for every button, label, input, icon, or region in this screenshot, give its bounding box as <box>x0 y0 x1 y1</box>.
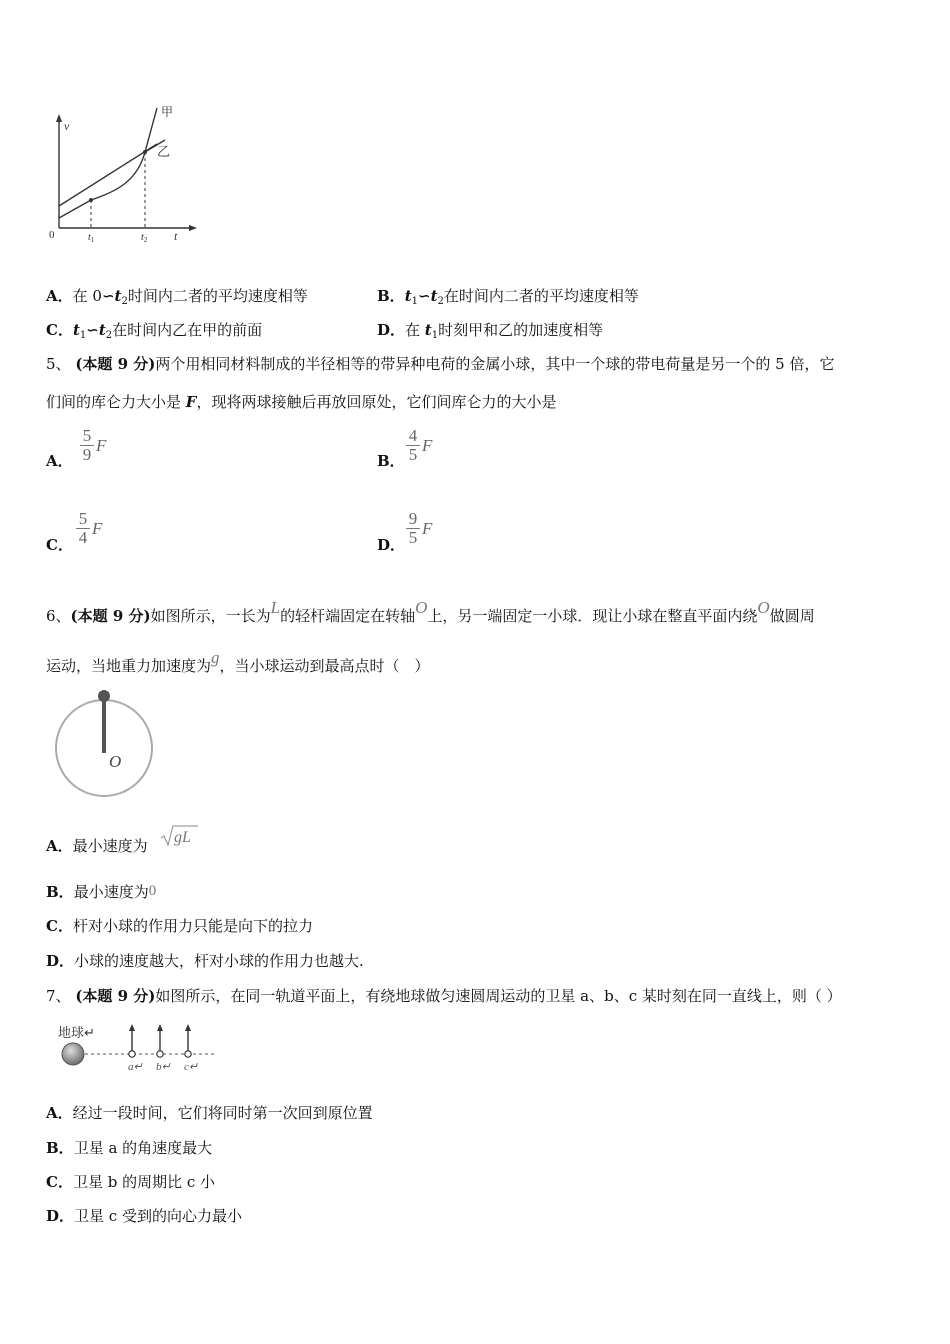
satellite-b-label: b↵ <box>156 1061 171 1073</box>
option-label: C． <box>46 536 73 554</box>
intersection-1 <box>89 198 93 202</box>
q5-option-d[interactable] <box>377 535 405 555</box>
q5-option-c[interactable] <box>46 535 73 555</box>
q7-option-b[interactable]: B．卫星 a 的角速度最大 <box>46 1139 213 1157</box>
q4-option-c[interactable]: C．$t_1∽t_2$在时间内乙在甲的前面 <box>46 321 263 341</box>
q5-option-c-fraction: 5 4 F <box>76 510 90 547</box>
rod-circle-figure <box>50 686 160 804</box>
option-label: B． <box>46 883 74 901</box>
satellite-c <box>185 1024 191 1057</box>
q7-option-d[interactable]: D．卫星 c 受到的向心力最小 <box>46 1207 242 1225</box>
intersection-2 <box>143 150 147 154</box>
option-label: B． <box>377 287 405 305</box>
ball <box>98 690 110 702</box>
satellite-b <box>157 1024 163 1057</box>
q4-option-b[interactable]: B．$t_1∽t_2$在时间内二者的平均速度相等 <box>377 287 639 307</box>
earth-icon <box>62 1043 84 1065</box>
option-label: C． <box>46 1173 73 1191</box>
t-axis-label: t <box>174 229 178 243</box>
velocity-time-graph <box>45 100 205 250</box>
q7-option-a[interactable]: A．经过一段时间，它们将同时第一次回到原位置 <box>46 1104 373 1122</box>
option-label: C． <box>46 917 73 935</box>
q6-option-c[interactable]: C．杆对小球的作用力只能是向下的拉力 <box>46 917 313 935</box>
satellite-a-label: a↵ <box>128 1061 143 1073</box>
q5-option-a-fraction: 5 9 F <box>80 427 94 464</box>
curve-jia <box>59 108 157 218</box>
q6-option-d[interactable]: D．小球的速度越大，杆对小球的作用力也越大. <box>46 952 364 970</box>
jia-label: 甲 <box>161 105 174 119</box>
earth-label: 地球↵ <box>58 1026 95 1041</box>
option-label: D． <box>46 1207 75 1225</box>
option-label: B． <box>46 1139 74 1157</box>
q6-stem-line2: 运动，当地重力加速度为g，当小球运动到最高点时（ ） <box>46 648 430 675</box>
q6-stem-line1: 6、(本题 9 分)如图所示，一长为L的轻杆端固定在转轴O上，另一端固定一小球．现让小球在整直平面内绕O做圆周 <box>46 598 815 625</box>
q5-option-b[interactable] <box>377 451 405 471</box>
yi-label: 乙 <box>157 145 171 160</box>
q4-option-a[interactable]: A．在 $0∽t_2$时间内二者的平均速度相等 <box>46 287 308 307</box>
question-score: (本题 9 分) <box>75 987 156 1005</box>
q4-option-d[interactable]: D．在 $t_1$时刻甲和乙的加速度相等 <box>377 321 604 341</box>
q5-stem-line2: 们间的库仑力大小是 F，现将两球接触后再放回原处，它们间库仑力的大小是 <box>46 393 557 411</box>
satellite-a <box>129 1024 135 1057</box>
satellite-c-label: c↵ <box>184 1061 199 1073</box>
pivot-label: O <box>109 752 122 771</box>
sqrt-gl-expression <box>160 824 200 848</box>
option-label: A． <box>46 452 73 470</box>
q5-option-b-fraction: 4 5 F <box>406 427 420 464</box>
option-label: C． <box>46 321 73 339</box>
question-number: 6、 <box>46 607 71 625</box>
svg-text:gL: gL <box>174 829 191 846</box>
q5-stem-line1: 5、 (本题 9 分)两个用相同材料制成的半径相等的带异种电荷的金属小球，其中一个球的带电荷量是另一个的 5 倍，它 <box>46 355 835 373</box>
t-axis-arrow <box>189 225 197 231</box>
option-label: B． <box>377 452 405 470</box>
question-score: (本题 9 分) <box>75 355 156 373</box>
option-label: A． <box>46 287 73 305</box>
option-label: D． <box>377 536 406 554</box>
t2-label: $t_2$ <box>141 232 148 244</box>
option-label: A． <box>46 837 73 855</box>
q5-option-d-fraction: 9 5 F <box>406 510 420 547</box>
option-label: D． <box>46 952 75 970</box>
q7-option-c[interactable]: C．卫星 b 的周期比 c 小 <box>46 1173 216 1191</box>
q5-option-a[interactable] <box>46 451 73 471</box>
question-number: 7、 <box>46 987 71 1005</box>
v-axis-arrow <box>56 114 62 122</box>
question-score: (本题 9 分) <box>70 607 151 625</box>
option-label: A． <box>46 1104 73 1122</box>
q7-stem: 7、 (本题 9 分)如图所示，在同一轨道平面上，有绕地球做匀速圆周运动的卫星 a、b、c 某时刻在同一直线上，则（ ） <box>46 987 842 1005</box>
question-number: 5、 <box>46 355 71 373</box>
option-label: D． <box>377 321 406 339</box>
origin-label: 0 <box>49 229 55 241</box>
line-yi <box>59 144 157 206</box>
satellite-figure <box>55 1020 225 1076</box>
q6-option-a[interactable]: A．最小速度为 <box>46 837 148 855</box>
q6-option-b[interactable]: B．最小速度为0 <box>46 883 157 901</box>
v-axis-label: v <box>64 119 70 133</box>
t1-label: $t_1$ <box>88 232 95 244</box>
